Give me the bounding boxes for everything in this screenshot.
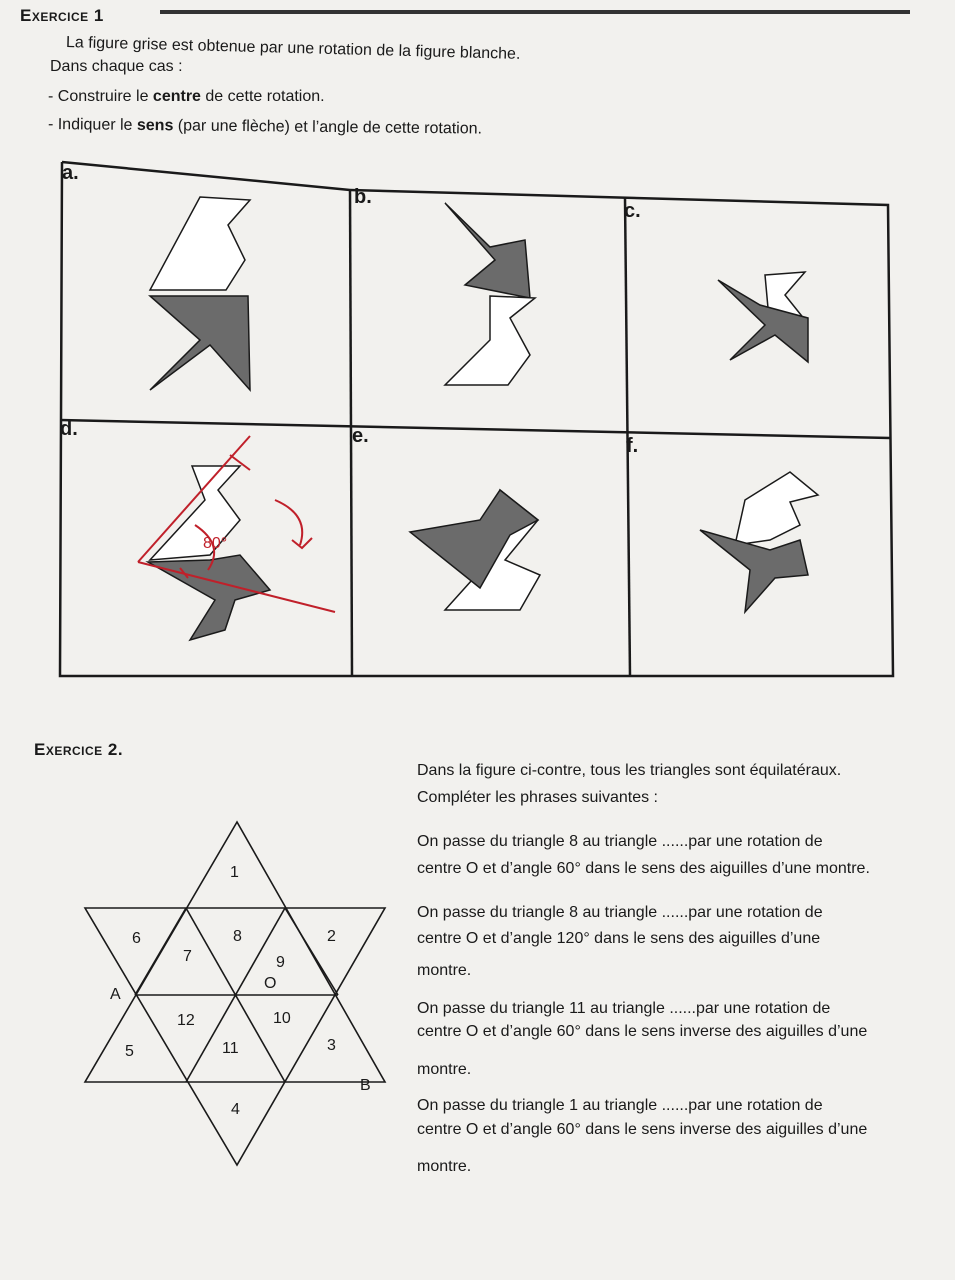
- sentence4-line2: centre O et d’angle 60° dans le sens inverse des aiguilles d’une: [417, 1121, 868, 1138]
- sentence2-line2: centre O et d’angle 120° dans le sens des aiguilles d’une: [417, 930, 821, 947]
- label-b: b.: [354, 186, 372, 208]
- figure-d: [148, 466, 270, 640]
- sentence2-line3: montre.: [417, 962, 472, 979]
- star-number-10: 10: [273, 1010, 291, 1027]
- sentence3-line1: On passe du triangle 11 au triangle ......par une rotation de: [417, 1000, 831, 1017]
- sentence3-line3: montre.: [417, 1061, 472, 1078]
- figure-b: [445, 203, 535, 385]
- figure-c: [718, 272, 808, 362]
- exercise1-item2: - Indiquer le sens (par une flèche) et l’angle de cette rotation.: [47, 116, 483, 138]
- point-A: A: [110, 986, 121, 1003]
- star-number-8: 8: [233, 928, 242, 945]
- star-number-4: 4: [231, 1101, 240, 1118]
- label-c: c.: [624, 200, 641, 222]
- figure-e: [410, 490, 540, 610]
- star-number-11: 11: [222, 1040, 239, 1057]
- star-number-12: 12: [177, 1012, 195, 1029]
- angle-annotation: 80°: [203, 535, 228, 552]
- exercise2-intro1: Dans la figure ci-contre, tous les triangles sont équilatéraux.: [417, 762, 842, 779]
- star-number-1: 1: [230, 864, 239, 881]
- exercise2-intro2: Compléter les phrases suivantes :: [417, 789, 658, 806]
- exercise1-dans: Dans chaque cas :: [50, 58, 183, 75]
- exercise1-title: Exercice 1: [20, 6, 104, 25]
- star-number-5: 5: [125, 1043, 134, 1060]
- sentence2-line1: On passe du triangle 8 au triangle ......par une rotation de: [417, 904, 823, 921]
- star-number-9: 9: [276, 954, 285, 971]
- sentence3-line2: centre O et d’angle 60° dans le sens inverse des aiguilles d’une: [417, 1023, 868, 1040]
- label-a: a.: [62, 162, 79, 184]
- point-O: O: [264, 975, 277, 992]
- label-f: f.: [626, 435, 639, 457]
- sentence4-line3: montre.: [417, 1158, 472, 1175]
- label-d: d.: [60, 418, 78, 440]
- star-number-7: 7: [183, 948, 192, 965]
- point-B: B: [360, 1077, 371, 1094]
- sentence1-line1: On passe du triangle 8 au triangle ......par une rotation de: [417, 833, 823, 850]
- sentence4-line1: On passe du triangle 1 au triangle ......par une rotation de: [417, 1097, 823, 1114]
- sentence1-line2: centre O et d’angle 60° dans le sens des aiguilles d’une montre.: [417, 860, 870, 877]
- label-e: e.: [352, 425, 369, 447]
- exercise1-intro: La figure grise est obtenue par une rotation de la figure blanche.: [65, 34, 521, 63]
- star-number-6: 6: [132, 930, 141, 947]
- star-number-2: 2: [327, 928, 336, 945]
- exercise2-title: Exercice 2.: [34, 740, 124, 759]
- figure-a: [150, 197, 250, 390]
- exercise1-item1: - Construire le centre de cette rotation.: [48, 88, 325, 105]
- figure-f: [700, 472, 818, 612]
- star-number-3: 3: [327, 1037, 336, 1054]
